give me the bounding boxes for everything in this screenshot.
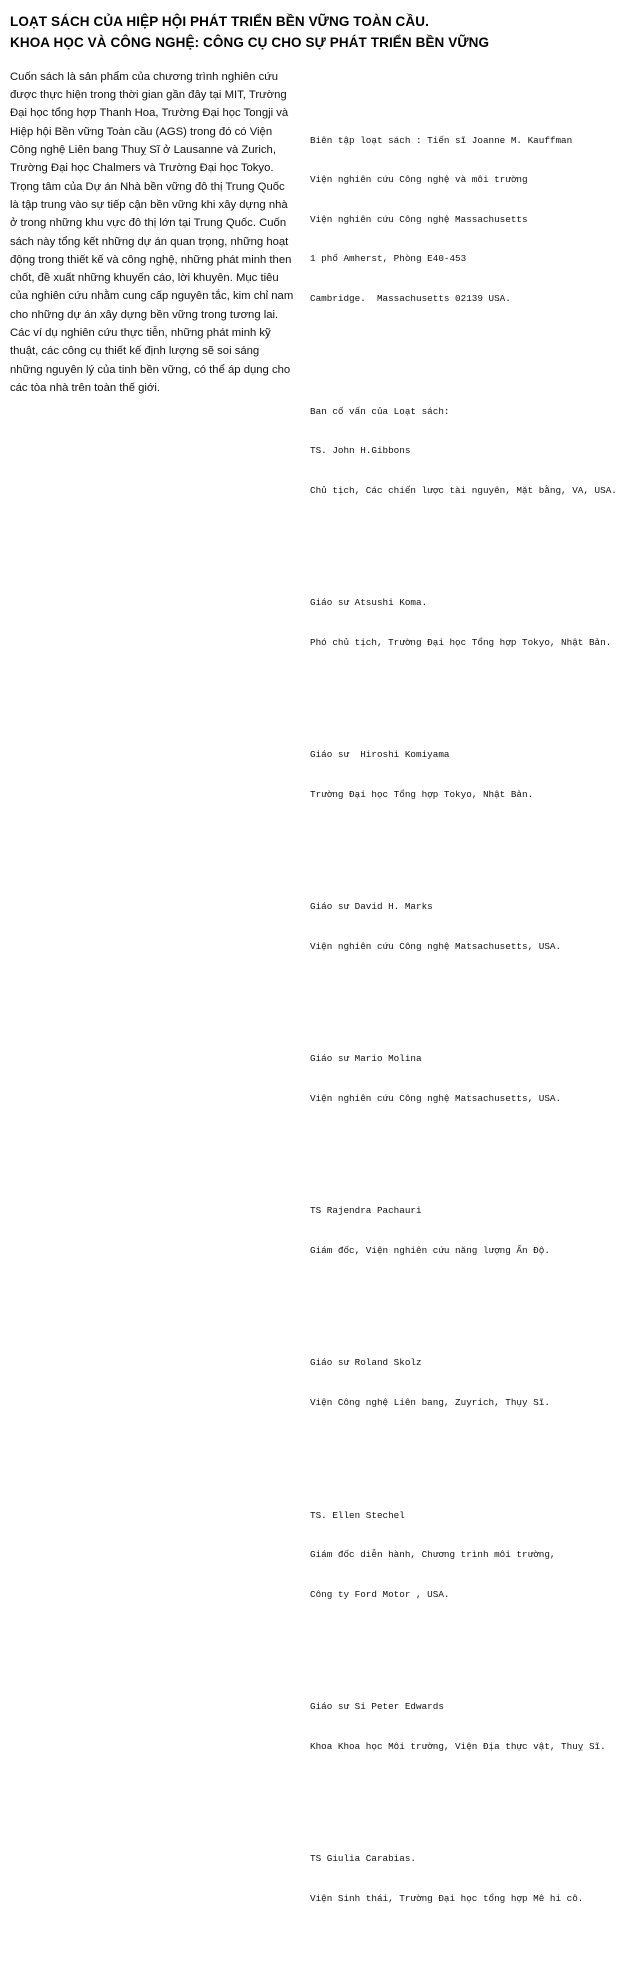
list-item (310, 1482, 607, 1627)
list-item (310, 107, 607, 331)
list-item (310, 1330, 607, 1436)
entry-line: Cambridge. Massachusetts 02139 USA. (310, 293, 511, 305)
entry-line: Giáo sư Roland Skolz (310, 1357, 422, 1369)
list-item (310, 570, 612, 676)
entry-line: Chủ tịch, Các chiến lược tài nguyên, Mặt bằng, VA, USA. (310, 484, 617, 496)
page-title-line-2: KHOA HỌC VÀ CÔNG NGHỆ: CÔNG CỤ CHO SỰ PHÁT TRIỂN BỀN VỮNG (10, 34, 490, 50)
entry-line: Công ty Ford Motor , USA. (310, 1588, 450, 1600)
left-column (8, 68, 294, 1971)
page-title-line-1: LOẠT SÁCH CỦA HIỆP HỘI PHÁT TRIỂN BỀN VỮNG TOÀN CẦU. (10, 14, 429, 29)
entry-line: Viện nghiên cứu Công nghệ và môi trường (310, 174, 528, 186)
entry-line: Giám đốc, Viện nghiên cứu năng lượng Ấn Độ. (310, 1244, 550, 1256)
entry-line: TS. Ellen Stechel (310, 1509, 405, 1521)
list-item (310, 378, 617, 523)
list-item (310, 1826, 607, 1932)
entry-line: Giáo sư David H. Marks (310, 901, 433, 913)
entry-line: Viện Công nghệ Liên bang, Zuyrich, Thụy Sĩ. (310, 1397, 550, 1409)
entry-line: Viện nghiên cứu Công nghệ Massachusetts (310, 213, 528, 225)
entry-line: Viện nghiên cứu Công nghệ Matsachusetts, USA. (310, 940, 562, 952)
entry-line: TS Rajendra Pachauri (310, 1205, 422, 1217)
list-item (310, 1178, 607, 1284)
entry-line: Giáo sư Hiroshi Komiyama (310, 749, 450, 761)
list-item (310, 874, 607, 980)
entry-line: Biên tập loạt sách : Tiến sĩ Joanne M. Kauffman (310, 134, 573, 146)
list-item (310, 1674, 607, 1780)
list-item (310, 722, 607, 828)
editorial-board-list (310, 68, 617, 1971)
entry-line: Ban cố vấn của Loạt sách: (310, 405, 450, 417)
document-title-block (10, 12, 607, 54)
entry-line: Phó chủ tịch, Trường Đại học Tổng hợp Tokyo, Nhật Bản. (310, 636, 612, 648)
entry-line: 1 phố Amherst, Phòng E40-453 (310, 253, 467, 265)
right-column (294, 68, 617, 1971)
entry-line: Giáo sư Si Peter Edwards (310, 1701, 444, 1713)
entry-line: Viện nghiên cứu Công nghệ Matsachusetts, USA. (310, 1092, 562, 1104)
entry-line: Giám đốc diễn hành, Chương trình môi trường, (310, 1549, 556, 1561)
entry-line: Trường Đại học Tổng hợp Tokyo, Nhật Bản. (310, 788, 534, 800)
entry-line: Giáo sư Atsushi Koma. (310, 597, 428, 609)
content-columns (8, 68, 617, 1971)
entry-line: TS. John H.Gibbons (310, 445, 411, 457)
book-description-paragraph: Cuốn sách là sản phẩm của chương trình nghiên cứu được thực hiện trong thời gian gần đây tại MIT, Trường Đại học tổng hợp Thanh Hoa, Trường Đại học Tongji và Hiệp hội Bền vững Toàn cầu (AGS) trong đó có Viện Công nghệ Liên bang Thuỵ Sĩ ở Lausanne và Zurich, Trường Đại học Chalmers và Trường Đại học Tokyo. Trọng tâm của Dự án Nhà bền vững đô thị Trung Quốc là tập trung vào sự tiếp cận bền vững khi xây dựng nhà ở trong những khu vực đô thị lớn tại Trung Quốc. Cuốn sách này tổng kết những dự án quan trọng, những hoạt động trong thiết kế và công nghệ, những phát minh then chốt, đề xuất những khuyến cáo, lời khuyên. Mục tiêu của nghiên cứu nhằm cung cấp nguyên tắc, kim chỉ nam cho những dự án xây dựng bền vững trong tương lai. Các ví dụ nghiên cứu thực tiễn, những phát minh kỹ thuật, các công cụ thiết kế định lượng sẽ soi sáng những nguyên lý của tinh bền vững, có thể áp dụng cho các tòa nhà trên toàn thế giới. (10, 70, 294, 394)
entry-line: TS Giulia Carabias. (310, 1853, 417, 1865)
entry-line: Giáo sư Mario Molina (310, 1053, 422, 1065)
entry-line: Viện Sinh thái, Trường Đại học tổng hợp Mê hi cô. (310, 1892, 584, 1904)
entry-line: Khoa Khoa học Môi trường, Viện Địa thực vật, Thuỵ Sĩ. (310, 1740, 606, 1752)
list-item (310, 1026, 607, 1132)
